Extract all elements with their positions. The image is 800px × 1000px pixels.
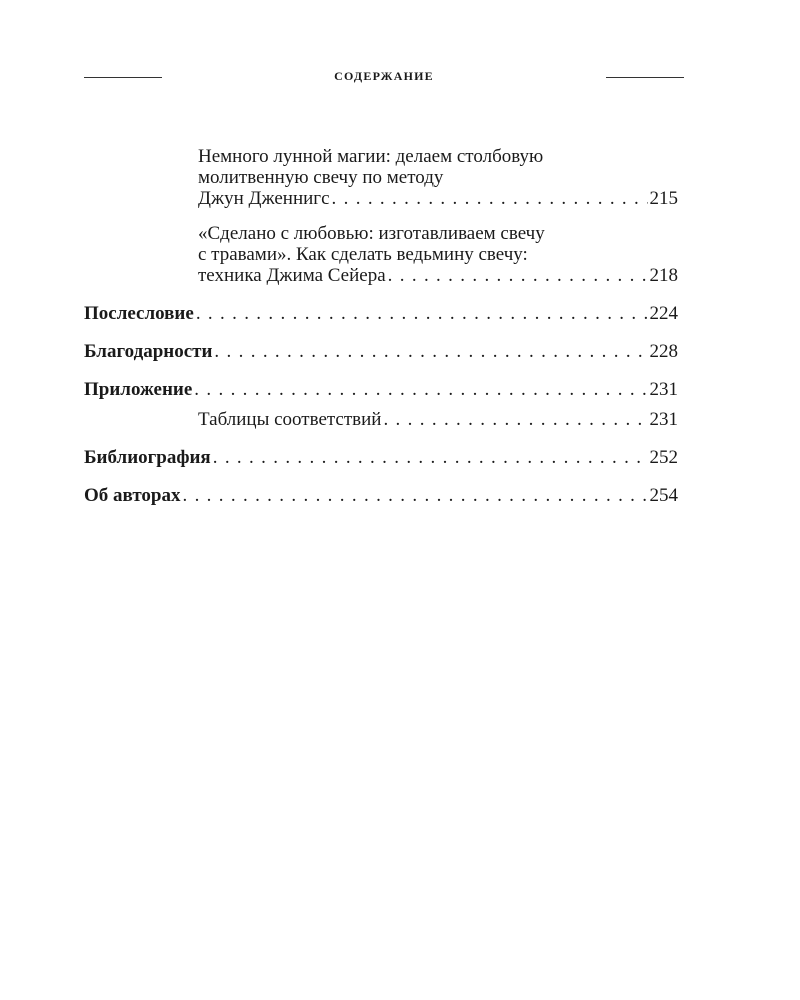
toc-entry-afterword[interactable] xyxy=(84,303,678,324)
dot-leader xyxy=(196,303,648,324)
toc-entry-appendix[interactable] xyxy=(84,379,678,400)
toc-entry-line: «Сделано с любовью: изготавливаем свечу xyxy=(198,223,545,244)
toc-entry-label: Джун Дженнигс xyxy=(198,188,330,209)
toc-page-number: 224 xyxy=(649,303,678,324)
dot-leader xyxy=(182,485,647,506)
toc-page-number: 218 xyxy=(649,265,678,286)
toc-entry-line: Немного лунной магии: делаем столбовую xyxy=(198,146,544,167)
toc-entry-line: с травами». Как сделать ведьмину свечу: xyxy=(198,244,528,265)
dot-leader xyxy=(332,188,648,209)
toc-page-number: 252 xyxy=(649,447,678,468)
toc-entry-lunar-candle[interactable] xyxy=(84,146,678,209)
toc-entry-line: молитвенную свечу по методу xyxy=(198,167,444,188)
toc-page-number: 228 xyxy=(649,341,678,362)
toc-entry-correspondence-tables[interactable] xyxy=(84,409,678,430)
toc-entry-label: Благодарности xyxy=(84,341,213,362)
dot-leader xyxy=(214,341,647,362)
dot-leader xyxy=(194,379,647,400)
toc-page-number: 231 xyxy=(649,409,678,430)
header-rule-right xyxy=(606,77,684,78)
toc-page-number: 231 xyxy=(649,379,678,400)
toc-entry-about-authors[interactable] xyxy=(84,485,678,506)
toc-entry-herbal-candle[interactable] xyxy=(84,223,678,286)
toc-entry-label: Библиография xyxy=(84,447,211,468)
dot-leader xyxy=(213,447,648,468)
dot-leader xyxy=(383,409,647,430)
toc-entry-label: Послесловие xyxy=(84,303,194,324)
toc-entry-label: техника Джима Сейера xyxy=(198,265,386,286)
toc-page-number: 254 xyxy=(649,485,678,506)
toc-entry-label: Приложение xyxy=(84,379,193,400)
toc-page-number: 215 xyxy=(649,188,678,209)
page-header xyxy=(84,66,684,86)
toc-entry-acknowledgements[interactable] xyxy=(84,341,678,362)
table-of-contents xyxy=(84,146,678,506)
dot-leader xyxy=(388,265,648,286)
toc-entry-label: Таблицы соответствий xyxy=(198,409,382,430)
toc-entry-bibliography[interactable] xyxy=(84,447,678,468)
page-title: СОДЕРЖАНИЕ xyxy=(334,69,434,83)
toc-entry-label: Об авторах xyxy=(84,485,181,506)
